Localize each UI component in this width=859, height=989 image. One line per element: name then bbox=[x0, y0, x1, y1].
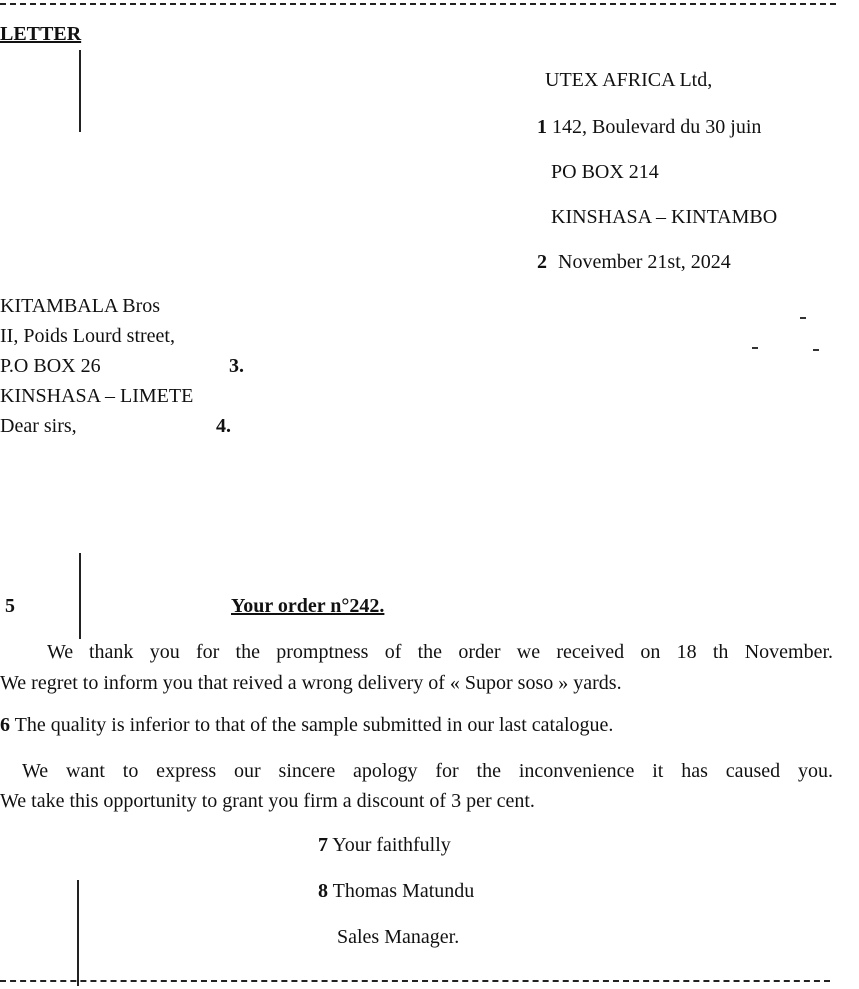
annotation-number-6: 6 bbox=[0, 714, 10, 736]
paragraph-1-line-2: We regret to inform you that reived a wrong delivery of « Supor soso » yards. bbox=[0, 672, 622, 694]
annotation-number-4: 4. bbox=[216, 415, 231, 437]
paragraph-3-line-1: We want to express our sincere apology for the inconvenience it has caused you. bbox=[22, 760, 833, 782]
annotation-number-8: 8 bbox=[318, 880, 328, 902]
sender-pobox: PO BOX 214 bbox=[551, 161, 659, 183]
stray-mark bbox=[800, 317, 806, 319]
annotation-number-1: 1 bbox=[537, 116, 547, 138]
closing-text: Your faithfully bbox=[332, 834, 451, 856]
paragraph-2 bbox=[0, 715, 613, 735]
sender-street-line bbox=[537, 117, 761, 137]
top-dashed-divider bbox=[0, 3, 836, 5]
recipient-city: KINSHASA – LIMETE bbox=[0, 385, 194, 407]
stray-mark bbox=[813, 349, 819, 351]
paragraph-1-start-word: We bbox=[47, 641, 74, 663]
letter-date: November 21st, 2024 bbox=[558, 251, 731, 273]
recipient-pobox: P.O BOX 26 bbox=[0, 355, 101, 377]
signer-line bbox=[318, 881, 474, 901]
stray-mark bbox=[752, 347, 758, 349]
signer-role: Sales Manager. bbox=[337, 926, 460, 948]
paragraph-3-line-2: We take this opportunity to grant you firm a discount of 3 per cent. bbox=[0, 790, 535, 812]
margin-line-bottom bbox=[77, 880, 79, 986]
recipient-street: II, Poids Lourd street, bbox=[0, 325, 175, 347]
paragraph-1-line-1: thank you for the promptness of the order we received on 18 th November. bbox=[89, 641, 833, 663]
recipient-name: KITAMBALA Bros bbox=[0, 295, 161, 317]
salutation: Dear sirs, bbox=[0, 415, 77, 437]
annotation-number-5: 5 bbox=[5, 595, 15, 617]
margin-line-top bbox=[79, 50, 81, 132]
subject-line: Your order n°242. bbox=[231, 595, 385, 617]
letter-heading: LETTER bbox=[0, 23, 82, 45]
letter-date-line bbox=[537, 252, 731, 272]
annotation-number-3: 3. bbox=[229, 355, 244, 377]
paragraph-2-text: The quality is inferior to that of the sample submitted in our last catalogue. bbox=[14, 714, 614, 736]
sender-city: KINSHASA – KINTAMBO bbox=[551, 206, 778, 228]
annotation-number-2: 2 bbox=[537, 251, 547, 273]
margin-line-middle bbox=[79, 553, 81, 639]
annotation-number-7: 7 bbox=[318, 834, 328, 856]
sender-company: UTEX AFRICA Ltd, bbox=[545, 69, 713, 91]
signer-name: Thomas Matundu bbox=[332, 880, 475, 902]
closing-line bbox=[318, 835, 451, 855]
sender-street: 142, Boulevard du 30 juin bbox=[552, 116, 762, 138]
bottom-dashed-divider bbox=[0, 980, 830, 982]
